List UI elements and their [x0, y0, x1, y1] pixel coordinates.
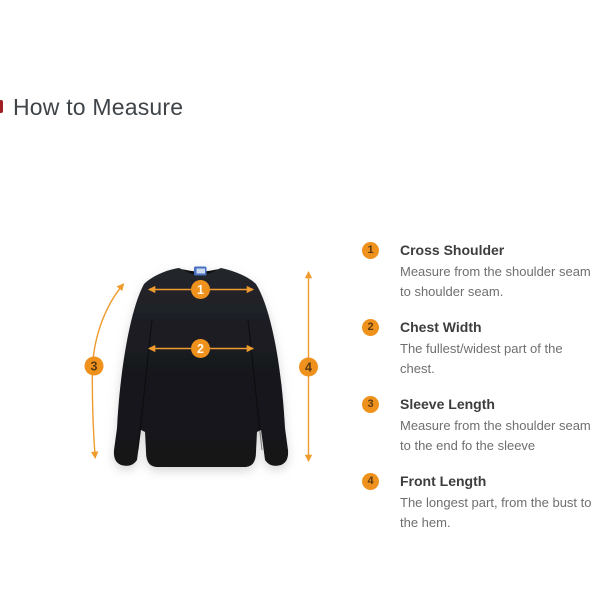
marker-2	[191, 339, 210, 358]
marker-1-digit: 1	[197, 282, 204, 297]
legend-desc-line: to the end fo the sleeve	[400, 438, 536, 453]
marker-4	[299, 358, 318, 377]
legend-desc-line: the hem.	[400, 515, 451, 530]
legend-desc-line: Measure from the shoulder seam	[400, 418, 591, 433]
legend-badge-1: 1	[362, 242, 379, 259]
legend-desc-line: to shoulder seam.	[400, 284, 504, 299]
legend-title-cross-shoulder: Cross Shoulder	[400, 242, 505, 258]
legend-badge-4: 4	[362, 473, 379, 490]
legend-badge-3: 3	[362, 396, 379, 413]
marker-2-digit: 2	[197, 341, 204, 356]
legend-desc-line: The longest part, from the bust to	[400, 495, 592, 510]
collar-tag	[194, 267, 207, 276]
legend-title-chest-width: Chest Width	[400, 319, 482, 335]
legend-desc-line: The fullest/widest part of the chest.	[400, 341, 563, 376]
legend-badge-2: 2	[362, 319, 379, 336]
marker-3	[85, 357, 104, 376]
legend-item-cross-shoulder	[362, 241, 596, 302]
legend-item-chest-width	[362, 318, 596, 379]
marker-4-digit: 4	[305, 360, 312, 375]
legend-desc-line: Measure from the shoulder seam	[400, 264, 591, 279]
legend-title-front-length: Front Length	[400, 473, 487, 489]
measurement-legend	[362, 241, 596, 549]
marker-3-digit: 3	[90, 359, 98, 374]
legend-title-sleeve-length: Sleeve Length	[400, 396, 495, 412]
marker-1	[191, 280, 210, 299]
legend-item-front-length	[362, 472, 596, 533]
legend-item-sleeve-length	[362, 395, 596, 456]
page-title: How to Measure	[13, 94, 184, 120]
